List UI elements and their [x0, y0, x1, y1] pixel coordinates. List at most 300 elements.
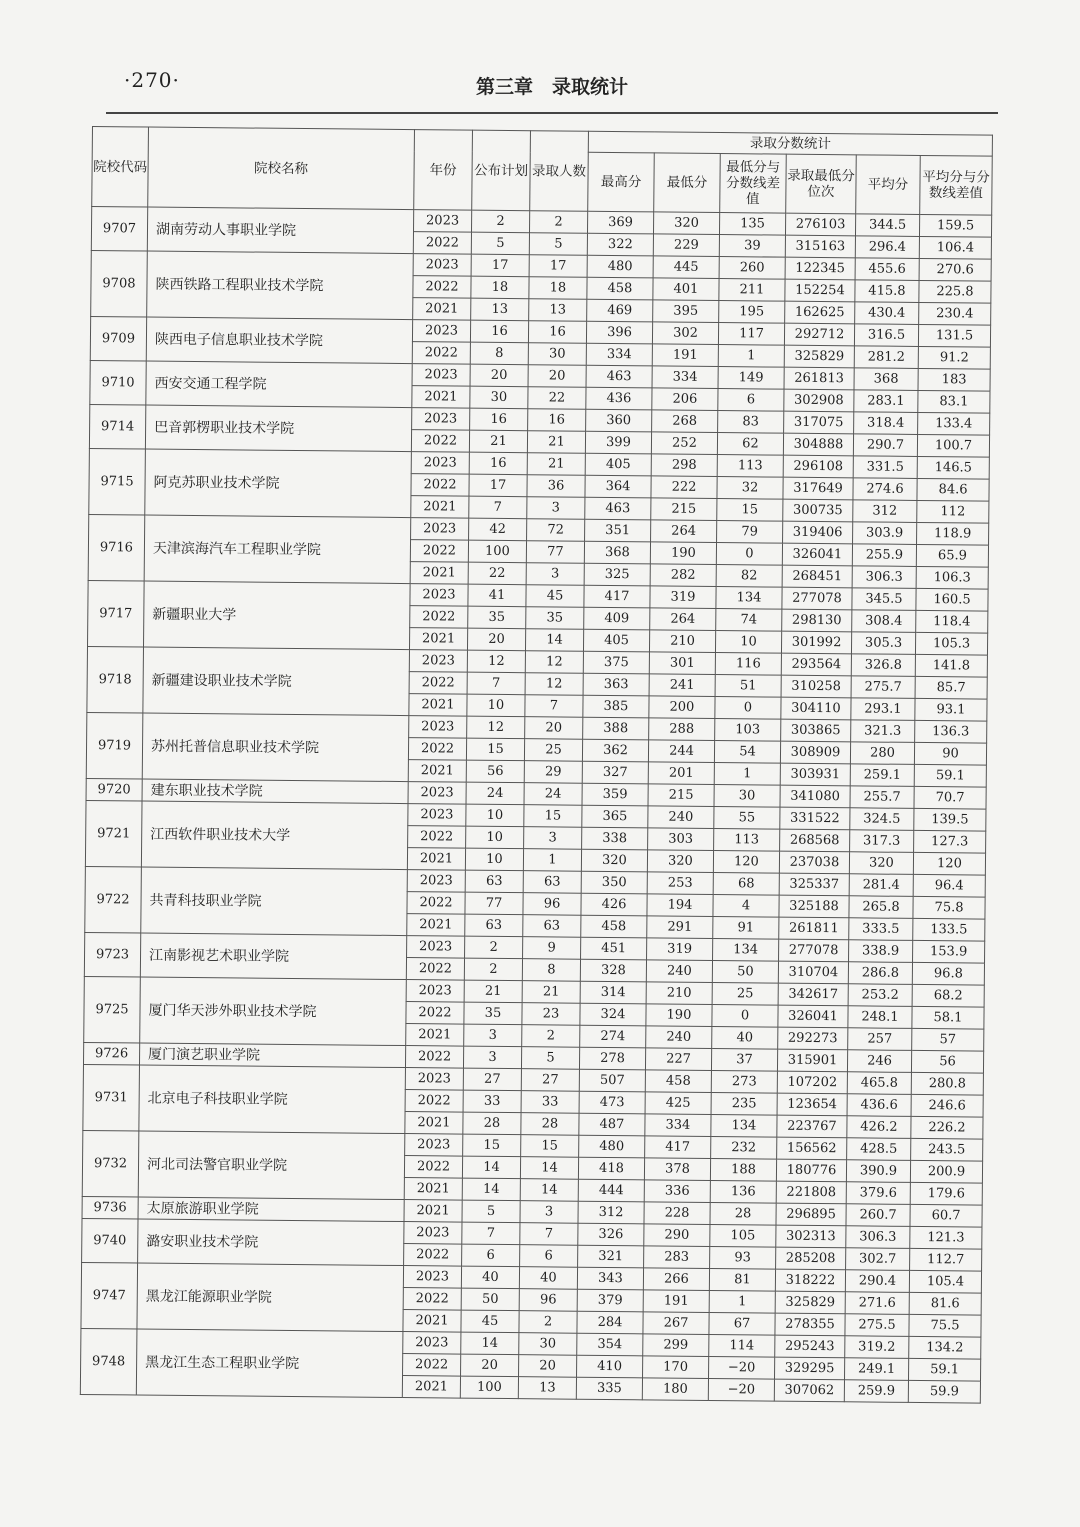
- cell-admitted: 18: [529, 277, 587, 300]
- cell-plan: 27: [463, 1068, 521, 1091]
- cell-avg-diff: 83.1: [918, 390, 990, 413]
- cell-min-rank: 292273: [778, 1027, 848, 1050]
- cell-avg-diff: 85.7: [915, 676, 987, 699]
- cell-plan: 17: [469, 474, 527, 497]
- cell-plan: 10: [466, 826, 524, 849]
- cell-min-diff: 0: [716, 543, 782, 566]
- cell-min-rank: 268568: [780, 829, 850, 852]
- cell-min: 253: [647, 872, 713, 895]
- cell-avg: 390.9: [846, 1160, 910, 1183]
- cell-avg: 308.4: [852, 610, 916, 633]
- cell-min-rank: 342617: [778, 983, 848, 1006]
- cell-min-diff: 1: [718, 345, 784, 368]
- cell-plan: 42: [469, 518, 527, 541]
- cell-admitted: 25: [524, 739, 582, 762]
- cell-min-rank: 308909: [780, 741, 850, 764]
- cell-year: 2023: [414, 210, 472, 233]
- col-header-min-diff: 最低分与分数线差值: [720, 154, 787, 214]
- cell-plan: 15: [463, 1134, 521, 1157]
- cell-min-diff: 134: [716, 587, 782, 610]
- cell-year: 2023: [407, 936, 465, 959]
- cell-avg-diff: 105.4: [909, 1270, 981, 1293]
- cell-min: 228: [644, 1202, 710, 1225]
- school-name: 黑龙江能源职业学院: [137, 1263, 404, 1332]
- cell-min: 210: [649, 630, 715, 653]
- cell-plan: 16: [469, 452, 527, 475]
- cell-avg-diff: 183: [918, 368, 990, 391]
- cell-min: 395: [653, 300, 719, 323]
- cell-year: 2022: [403, 1288, 461, 1311]
- cell-min: 241: [649, 674, 715, 697]
- cell-min: 267: [643, 1312, 709, 1335]
- cell-plan: 14: [462, 1178, 520, 1201]
- cell-min-diff: 105: [710, 1224, 776, 1247]
- cell-avg-diff: 57: [912, 1028, 984, 1051]
- cell-admitted: 1: [523, 849, 581, 872]
- school-name: 巴音郭楞职业技术学院: [145, 405, 411, 452]
- cell-max: 480: [587, 255, 653, 278]
- school-code: 9740: [82, 1218, 138, 1263]
- cell-admitted: 30: [519, 1333, 577, 1356]
- cell-min: 299: [643, 1334, 709, 1357]
- cell-min-diff: 1: [714, 763, 780, 786]
- cell-plan: 12: [467, 650, 525, 673]
- cell-year: 2022: [405, 1090, 463, 1113]
- cell-avg: 271.6: [845, 1292, 909, 1315]
- school-code: 9716: [88, 514, 145, 581]
- cell-plan: 18: [471, 276, 529, 299]
- school-code: 9731: [83, 1064, 140, 1131]
- cell-min-diff: 134: [713, 938, 779, 961]
- cell-avg: 415.8: [855, 280, 919, 303]
- cell-plan: 10: [467, 694, 525, 717]
- cell-avg: 345.5: [852, 588, 916, 611]
- cell-year: 2023: [408, 782, 466, 805]
- cell-min: 210: [646, 982, 712, 1005]
- cell-admitted: 29: [524, 761, 582, 784]
- cell-min-rank: 285208: [776, 1247, 846, 1270]
- cell-avg-diff: 118.9: [917, 522, 989, 545]
- cell-admitted: 28: [521, 1113, 579, 1136]
- cell-plan: 7: [469, 496, 527, 519]
- cell-plan: 20: [461, 1354, 519, 1377]
- school-name: 陕西电子信息职业技术学院: [146, 317, 412, 364]
- cell-max: 334: [586, 343, 652, 366]
- cell-min-rank: 341080: [780, 785, 850, 808]
- cell-min: 301: [649, 652, 715, 675]
- col-header-min-rank: 录取最低分位次: [786, 154, 857, 214]
- cell-max: 388: [583, 717, 649, 740]
- cell-avg-diff: 230.4: [919, 302, 991, 325]
- cell-min-rank: 315163: [785, 235, 855, 258]
- cell-min-rank: 325337: [779, 873, 849, 896]
- cell-min: 190: [646, 1004, 712, 1027]
- school-code: 9720: [86, 778, 142, 801]
- cell-min-diff: 136: [710, 1180, 776, 1203]
- cell-avg: 430.4: [855, 302, 919, 325]
- cell-plan: 22: [468, 562, 526, 585]
- cell-max: 409: [584, 607, 650, 630]
- cell-year: 2022: [411, 474, 469, 497]
- cell-min-rank: 292712: [784, 323, 854, 346]
- cell-avg: 321.3: [851, 720, 915, 743]
- cell-min-diff: 103: [715, 719, 781, 742]
- cell-min: 240: [648, 806, 714, 829]
- cell-min-rank: 319406: [783, 521, 853, 544]
- cell-avg-diff: 118.4: [916, 610, 988, 633]
- cell-admitted: 6: [520, 1245, 578, 1268]
- cell-admitted: 72: [527, 519, 585, 542]
- cell-max: 351: [585, 519, 651, 542]
- cell-avg-diff: 136.3: [915, 720, 987, 743]
- cell-year: 2023: [404, 1222, 462, 1245]
- cell-avg: 333.5: [849, 918, 913, 941]
- cell-avg-diff: 75.5: [909, 1314, 981, 1337]
- cell-min-rank: 302313: [776, 1225, 846, 1248]
- cell-year: 2023: [409, 716, 467, 739]
- cell-year: 2022: [412, 342, 470, 365]
- cell-min-rank: 295243: [775, 1335, 845, 1358]
- cell-min: 227: [645, 1048, 711, 1071]
- cell-avg: 306.3: [846, 1226, 910, 1249]
- cell-avg-diff: 179.6: [910, 1182, 982, 1205]
- cell-plan: 20: [467, 628, 525, 651]
- cell-min-rank: 329295: [775, 1357, 845, 1380]
- cell-min-rank: 237038: [779, 851, 849, 874]
- cell-min-rank: 156562: [777, 1137, 847, 1160]
- cell-max: 324: [580, 1003, 646, 1026]
- cell-min: 266: [643, 1268, 709, 1291]
- cell-max: 487: [579, 1113, 645, 1136]
- cell-admitted: 12: [525, 651, 583, 674]
- cell-avg-diff: 134.2: [909, 1336, 981, 1359]
- cell-min-diff: 83: [718, 411, 784, 434]
- cell-avg: 318.4: [854, 412, 918, 435]
- cell-min: 319: [647, 938, 713, 961]
- cell-avg: 319.2: [845, 1336, 909, 1359]
- cell-min: 291: [647, 916, 713, 939]
- cell-admitted: 63: [523, 871, 581, 894]
- cell-avg-diff: 68.2: [912, 984, 984, 1007]
- cell-avg-diff: 70.7: [914, 786, 986, 809]
- cell-avg-diff: 58.1: [912, 1006, 984, 1029]
- cell-avg: 259.1: [850, 764, 914, 787]
- cell-plan: 24: [466, 782, 524, 805]
- cell-avg: 326.8: [851, 654, 915, 677]
- cell-avg-diff: 96.8: [912, 962, 984, 985]
- cell-min-rank: 277078: [779, 939, 849, 962]
- cell-avg-diff: 84.6: [917, 478, 989, 501]
- cell-min-diff: 113: [714, 829, 780, 852]
- cell-admitted: 24: [524, 783, 582, 806]
- col-header-year: 年份: [414, 130, 473, 211]
- cell-min-diff: 39: [719, 235, 785, 258]
- cell-max: 469: [587, 299, 653, 322]
- school-name: 太原旅游职业学院: [138, 1197, 404, 1222]
- cell-year: 2022: [406, 958, 464, 981]
- cell-avg: 286.8: [848, 962, 912, 985]
- col-header-name: 院校名称: [148, 127, 415, 210]
- cell-avg: 265.8: [849, 896, 913, 919]
- cell-min-rank: 317649: [783, 477, 853, 500]
- cell-plan: 12: [467, 716, 525, 739]
- cell-avg: 246: [847, 1050, 911, 1073]
- cell-min: 191: [643, 1290, 709, 1313]
- cell-min: 240: [646, 960, 712, 983]
- cell-min-diff: 93: [710, 1246, 776, 1269]
- cell-plan: 35: [468, 606, 526, 629]
- cell-avg: 281.2: [854, 346, 918, 369]
- cell-admitted: 14: [520, 1179, 578, 1202]
- cell-max: 335: [576, 1377, 642, 1400]
- cell-avg-diff: 131.5: [918, 324, 990, 347]
- cell-year: 2022: [406, 1002, 464, 1025]
- cell-min-diff: 51: [715, 675, 781, 698]
- cell-min: 319: [650, 586, 716, 609]
- cell-min-diff: 6: [718, 389, 784, 412]
- school-name: 新疆建设职业技术学院: [143, 647, 410, 716]
- cell-max: 368: [584, 541, 650, 564]
- cell-admitted: 30: [528, 343, 586, 366]
- cell-year: 2022: [410, 606, 468, 629]
- cell-avg-diff: 93.1: [915, 698, 987, 721]
- cell-admitted: 2: [522, 1025, 580, 1048]
- cell-min-diff: 134: [711, 1114, 777, 1137]
- school-name: 厦门华天涉外职业技术学院: [140, 977, 407, 1046]
- cell-min: 170: [643, 1356, 709, 1379]
- col-header-group: 录取分数统计: [588, 131, 992, 156]
- cell-min: 320: [647, 850, 713, 873]
- cell-year: 2023: [403, 1266, 461, 1289]
- cell-admitted: 15: [521, 1135, 579, 1158]
- school-code: 9715: [89, 448, 146, 515]
- cell-admitted: 20: [519, 1355, 577, 1378]
- cell-admitted: 13: [529, 299, 587, 322]
- cell-max: 458: [587, 277, 653, 300]
- cell-admitted: 3: [526, 563, 584, 586]
- school-code: 9736: [82, 1196, 138, 1219]
- cell-min-rank: 325829: [775, 1291, 845, 1314]
- cell-min: 201: [648, 762, 714, 785]
- cell-min-diff: 15: [717, 499, 783, 522]
- school-name: 天津滨海汽车工程职业学院: [144, 515, 411, 584]
- cell-min-rank: 315901: [777, 1049, 847, 1072]
- cell-admitted: 21: [527, 431, 585, 454]
- cell-avg: 320: [849, 852, 913, 875]
- cell-min-rank: 325829: [784, 345, 854, 368]
- cell-min-rank: 310258: [781, 675, 851, 698]
- cell-avg-diff: 160.5: [916, 588, 988, 611]
- cell-avg-diff: 112.7: [910, 1248, 982, 1271]
- page-header: [106, 66, 998, 114]
- cell-avg-diff: 100.7: [917, 434, 989, 457]
- cell-avg: 344.5: [855, 214, 919, 237]
- cell-min-diff: 113: [717, 455, 783, 478]
- cell-avg: 324.5: [850, 808, 914, 831]
- cell-plan: 16: [470, 408, 528, 431]
- cell-year: 2021: [411, 496, 469, 519]
- cell-avg-diff: 153.9: [913, 940, 985, 963]
- cell-max: 278: [579, 1047, 645, 1070]
- cell-avg: 455.6: [855, 258, 919, 281]
- cell-avg: 465.8: [847, 1072, 911, 1095]
- cell-admitted: 7: [525, 695, 583, 718]
- cell-max: 326: [578, 1223, 644, 1246]
- cell-max: 321: [578, 1245, 644, 1268]
- cell-min-rank: 325188: [779, 895, 849, 918]
- school-code: 9747: [81, 1262, 138, 1329]
- col-header-avg-diff: 平均分与分数线差值: [920, 155, 993, 215]
- school-name: 厦门演艺职业学院: [139, 1043, 405, 1068]
- cell-plan: 56: [466, 760, 524, 783]
- cell-plan: 77: [465, 892, 523, 915]
- cell-min-diff: 32: [717, 477, 783, 500]
- cell-max: 325: [584, 563, 650, 586]
- cell-plan: 63: [465, 870, 523, 893]
- cell-year: 2021: [404, 1178, 462, 1201]
- cell-avg: 305.3: [851, 632, 915, 655]
- cell-min-rank: 278355: [775, 1313, 845, 1336]
- cell-plan: 5: [462, 1200, 520, 1223]
- cell-min-rank: 277078: [782, 587, 852, 610]
- cell-admitted: 15: [524, 805, 582, 828]
- cell-min-rank: 331522: [780, 807, 850, 830]
- cell-avg: 290.4: [845, 1270, 909, 1293]
- cell-year: 2023: [411, 452, 469, 475]
- cell-min-diff: 4: [713, 894, 779, 917]
- cell-avg-diff: 91.2: [918, 346, 990, 369]
- cell-year: 2022: [409, 672, 467, 695]
- cell-min-rank: 296895: [776, 1203, 846, 1226]
- cell-max: 399: [585, 431, 651, 454]
- cell-min: 302: [652, 322, 718, 345]
- cell-min-diff: 135: [719, 213, 785, 236]
- cell-max: 473: [579, 1091, 645, 1114]
- cell-year: 2021: [404, 1200, 462, 1223]
- cell-max: 444: [578, 1179, 644, 1202]
- school-name: 陕西铁路工程职业技术学院: [147, 251, 414, 320]
- cell-min-diff: 54: [714, 741, 780, 764]
- cell-admitted: 27: [521, 1069, 579, 1092]
- cell-admitted: 3: [524, 827, 582, 850]
- cell-year: 2023: [409, 650, 467, 673]
- cell-admitted: 96: [519, 1289, 577, 1312]
- cell-avg-diff: 133.5: [913, 918, 985, 941]
- cell-min-diff: −20: [708, 1378, 774, 1401]
- cell-avg: 338.9: [849, 940, 913, 963]
- school-code: 9719: [86, 712, 143, 779]
- cell-min: 244: [648, 740, 714, 763]
- cell-min: 378: [644, 1158, 710, 1181]
- cell-min: 282: [650, 564, 716, 587]
- cell-year: 2021: [409, 628, 467, 651]
- cell-avg: 281.4: [849, 874, 913, 897]
- cell-admitted: 2: [519, 1311, 577, 1334]
- cell-avg-diff: 133.4: [918, 412, 990, 435]
- cell-max: 360: [586, 409, 652, 432]
- cell-max: 417: [584, 585, 650, 608]
- cell-min-rank: 301992: [781, 631, 851, 654]
- cell-plan: 33: [463, 1090, 521, 1113]
- cell-min: 206: [652, 388, 718, 411]
- school-name: 阿克苏职业技术学院: [145, 449, 412, 518]
- col-header-min: 最低分: [654, 153, 721, 213]
- cell-min-diff: 82: [716, 565, 782, 588]
- school-code: 9732: [82, 1130, 139, 1197]
- cell-avg: 428.5: [847, 1138, 911, 1161]
- school-code: 9718: [87, 646, 144, 713]
- cell-min-rank: 310704: [778, 961, 848, 984]
- cell-avg: 426.2: [847, 1116, 911, 1139]
- cell-avg-diff: 112: [917, 500, 989, 523]
- cell-plan: 100: [460, 1376, 518, 1399]
- cell-avg-diff: 105.3: [915, 632, 987, 655]
- cell-year: 2022: [404, 1156, 462, 1179]
- cell-avg-diff: 200.9: [910, 1160, 982, 1183]
- cell-min: 222: [651, 476, 717, 499]
- school-code: 9709: [90, 316, 146, 361]
- cell-min-diff: 235: [711, 1092, 777, 1115]
- cell-max: 314: [580, 981, 646, 1004]
- cell-max: 418: [578, 1157, 644, 1180]
- cell-max: 362: [582, 739, 648, 762]
- col-header-admitted: 录取人数: [530, 131, 589, 212]
- cell-min: 288: [649, 718, 715, 741]
- cell-plan: 35: [464, 1002, 522, 1025]
- cell-min: 215: [648, 784, 714, 807]
- cell-plan: 3: [464, 1024, 522, 1047]
- cell-min-diff: 10: [715, 631, 781, 654]
- cell-min: 283: [644, 1246, 710, 1269]
- cell-avg: 303.9: [853, 522, 917, 545]
- school-code: 9722: [85, 866, 142, 933]
- cell-min: 336: [644, 1180, 710, 1203]
- cell-min-diff: 260: [719, 257, 785, 280]
- cell-min-rank: 261813: [784, 367, 854, 390]
- cell-max: 426: [581, 893, 647, 916]
- cell-min-diff: 74: [716, 609, 782, 632]
- cell-plan: 6: [462, 1244, 520, 1267]
- cell-plan: 20: [470, 364, 528, 387]
- cell-avg: 331.5: [853, 456, 917, 479]
- cell-avg: 293.1: [851, 698, 915, 721]
- cell-max: 405: [585, 453, 651, 476]
- cell-min-diff: 149: [718, 367, 784, 390]
- admission-table: [80, 126, 993, 1404]
- cell-avg-diff: 81.6: [909, 1292, 981, 1315]
- cell-min-diff: 28: [710, 1202, 776, 1225]
- cell-plan: 63: [465, 914, 523, 937]
- cell-admitted: 3: [520, 1201, 578, 1224]
- cell-min-diff: 67: [709, 1312, 775, 1335]
- cell-min-diff: 37: [711, 1048, 777, 1071]
- cell-year: 2023: [412, 364, 470, 387]
- cell-avg-diff: 59.9: [908, 1380, 980, 1403]
- cell-max: 343: [577, 1267, 643, 1290]
- cell-max: 385: [583, 695, 649, 718]
- school-name: 黑龙江生态工程职业学院: [136, 1329, 403, 1398]
- cell-admitted: 36: [527, 475, 585, 498]
- school-name: 潞安职业技术学院: [138, 1219, 404, 1266]
- cell-avg-diff: 59.1: [914, 764, 986, 787]
- cell-admitted: 12: [525, 673, 583, 696]
- cell-max: 463: [586, 365, 652, 388]
- cell-plan: 3: [463, 1046, 521, 1069]
- cell-plan: 2: [464, 958, 522, 981]
- cell-max: 284: [577, 1311, 643, 1334]
- cell-avg-diff: 146.5: [917, 456, 989, 479]
- cell-avg: 255.9: [852, 544, 916, 567]
